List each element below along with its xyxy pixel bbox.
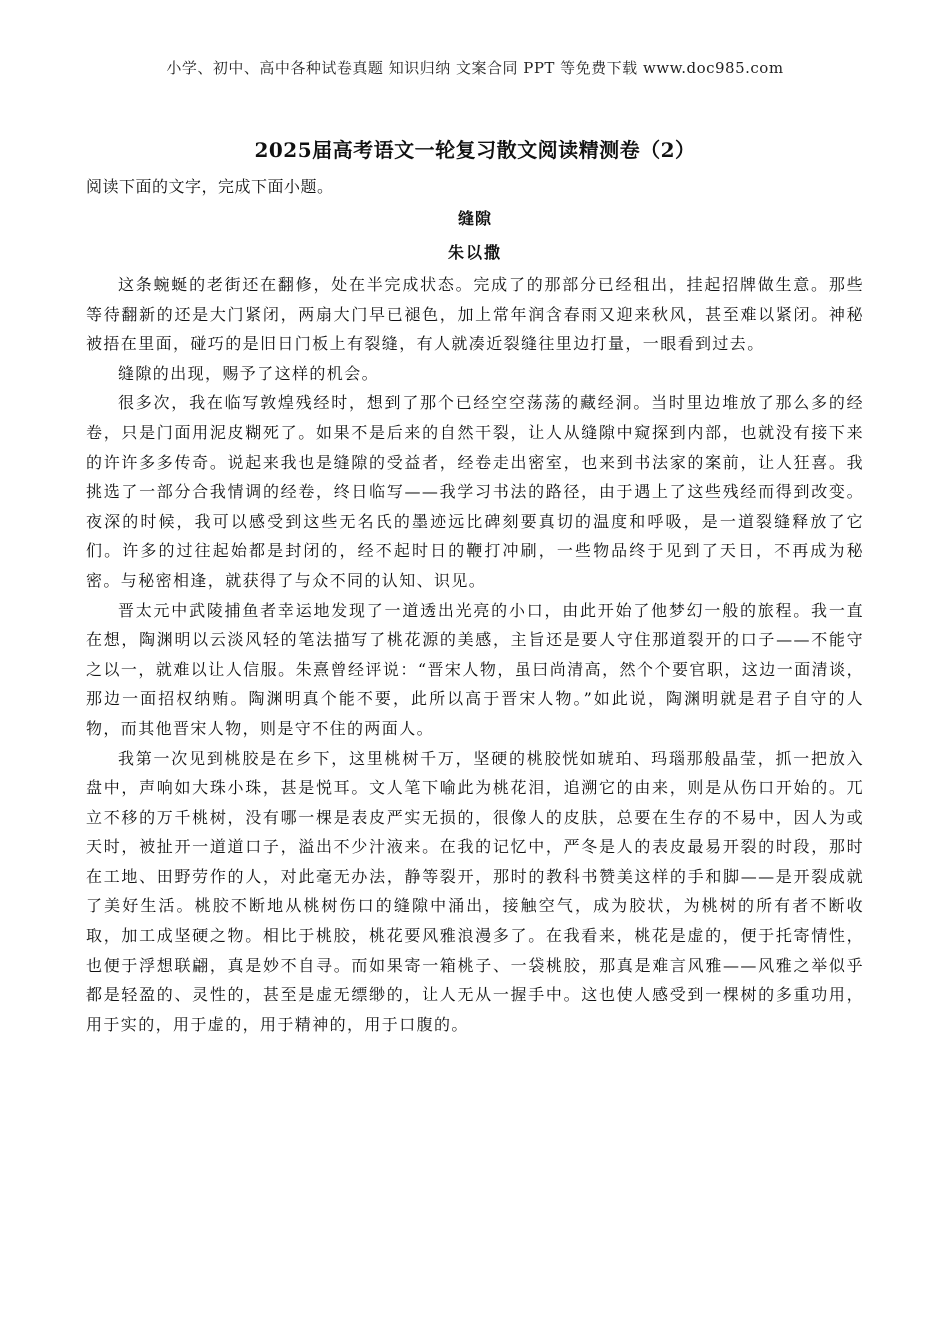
essay-paragraph: 这条蜿蜒的老街还在翻修，处在半完成状态。完成了的那部分已经租出，挂起招牌做生意。那些等待翻新的还是大门紧闭，两扇大门早已褪色，加上常年润含春雨又迎来秋风，甚至难以紧闭。神秘被捂在里面，碰巧的是旧日门板上有裂缝，有人就凑近裂缝往里边打量，一眼看到过去。 xyxy=(86,275,864,354)
essay-paragraph: 缝隙的出现，赐予了这样的机会。 xyxy=(118,363,380,383)
header-banner: 小学、初中、高中各种试卷真题 知识归纳 文案合同 PPT 等免费下载 www.doc985.com xyxy=(166,59,784,77)
essay-body xyxy=(86,270,864,1039)
document-title: 2025届高考语文一轮复习散文阅读精测卷（2） xyxy=(254,138,696,162)
essay-paragraph: 晋太元中武陵捕鱼者幸运地发现了一道透出光亮的小口，由此开始了他梦幻一般的旅程。我一直在想，陶渊明以云淡风轻的笔法描写了桃花源的美感，主旨还是要人守住那道裂开的口子——不能守之以一，就难以让人信服。朱熹曾经评说：“晋宋人物，虽曰尚清高，然个个要官职，这边一面清谈，那边一面招权纳贿。陶渊明真个能不要，此所以高于晋宋人物。”如此说，陶渊明就是君子自守的人物，而其他晋宋人物，则是守不住的两面人。 xyxy=(86,600,864,738)
essay-paragraph: 我第一次见到桃胶是在乡下，这里桃树千万，坚硬的桃胶恍如琥珀、玛瑙那般晶莹，抓一把放入盘中，声响如大珠小珠，甚是悦耳。文人笔下喻此为桃花泪，追溯它的由来，则是从伤口开始的。兀立不移的万千桃树，没有哪一棵是表皮严实无损的，很像人的皮肤，总要在生存的不易中，因人为或天时，被扯开一道道口子，溢出不少汁液来。在我的记忆中，严冬是人的表皮最易开裂的时段，那时在工地、田野劳作的人，对此毫无办法，静等裂开，那时的教科书赞美这样的手和脚——是开裂成就了美好生活。桃胶不断地从桃树伤口的缝隙中涌出，接触空气，成为胶状，为桃树的所有者不断收取，加工成坚硬之物。相比于桃胶，桃花要风雅浪漫多了。在我看来，桃花是虚的，便于托寄情性，也便于浮想联翩，真是妙不自寻。而如果寄一箱桃子、一袋桃胶，那真是难言风雅——风雅之举似乎都是轻盈的、灵性的，甚至是虚无缥缈的，让人无从一握手中。这也使人感受到一棵树的多重功用，用于实的，用于虚的，用于精神的，用于口腹的。 xyxy=(86,748,864,1034)
essay-paragraph: 很多次，我在临写敦煌残经时，想到了那个已经空空荡荡的藏经洞。当时里边堆放了那么多的经卷，只是门面用泥皮糊死了。如果不是后来的自然干裂，让人从缝隙中窥探到内部，也就没有接下来的许许多多传奇。说起来我也是缝隙的受益者，经卷走出密室，也来到书法家的案前，让人狂喜。我挑选了一部分合我情调的经卷，终日临写——我学习书法的路径，由于遇上了这些残经而得到改变。夜深的时候，我可以感受到这些无名氏的墨迹远比碑刻要真切的温度和呼吸，是一道裂缝释放了它们。许多的过往起始都是封闭的，经不起时日的鞭打冲刷，一些物品终于见到了天日，不再成为秘密。与秘密相逢，就获得了与众不同的认知、识见。 xyxy=(86,393,864,590)
essay-title: 缝隙 xyxy=(457,209,492,228)
reading-instruction: 阅读下面的文字，完成下面小题。 xyxy=(86,177,334,196)
essay-author: 朱以撒 xyxy=(447,243,502,262)
